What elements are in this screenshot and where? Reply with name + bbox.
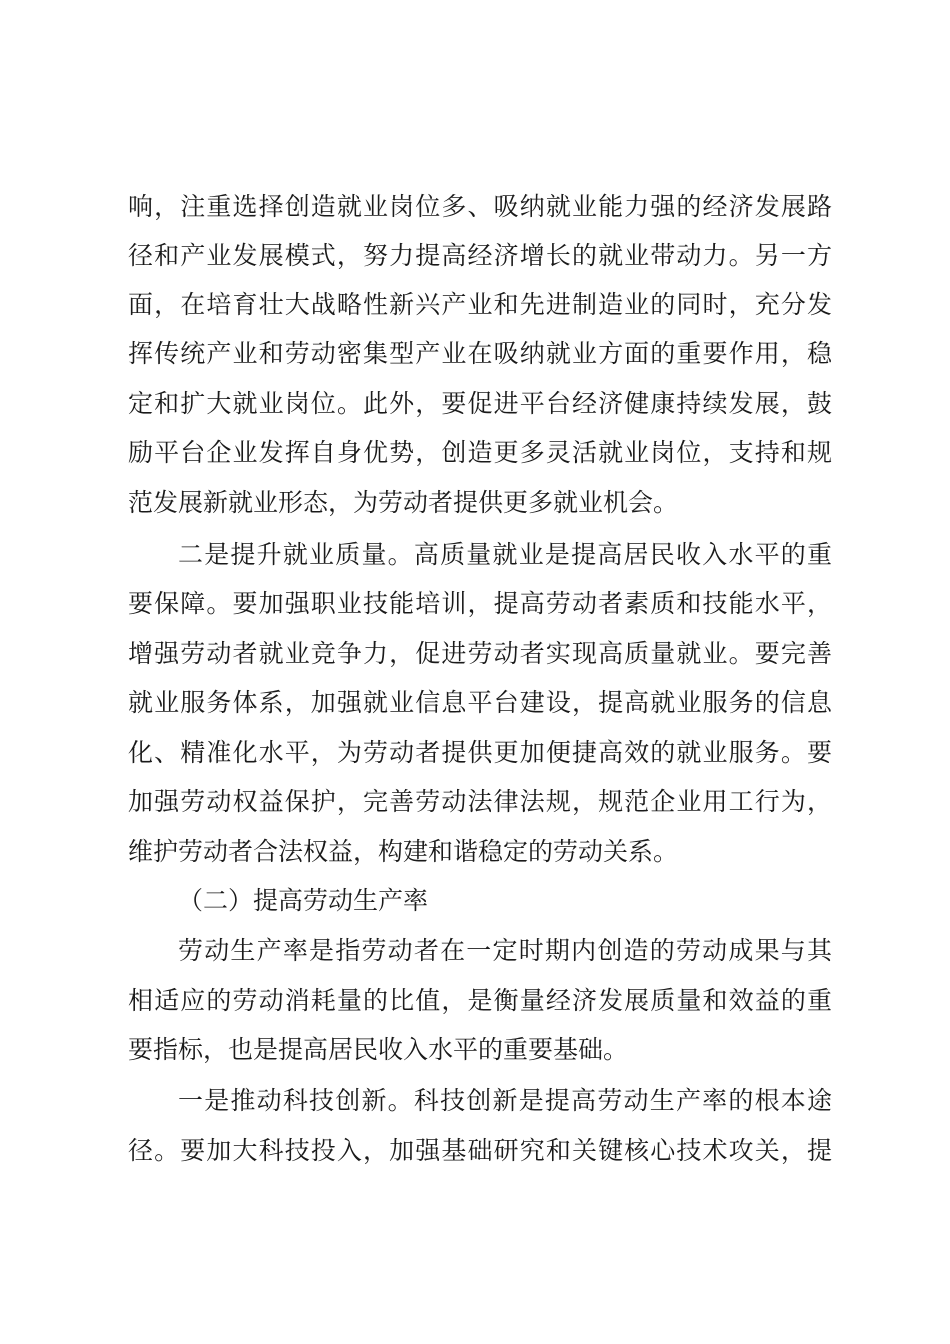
text-line: 就业服务体系，加强就业信息平台建设，提高就业服务的信息 [128, 688, 832, 717]
text-line: 相适应的劳动消耗量的比值，是衡量经济发展质量和效益的重 [128, 986, 832, 1015]
text-line: 径和产业发展模式，努力提高经济增长的就业带动力。另一方 [128, 241, 832, 270]
text-line: 响，注重选择创造就业岗位多、吸纳就业能力强的经济发展路 [128, 192, 832, 221]
paragraph-first-line: 一是推动科技创新。科技创新是提高劳动生产率的根本途 [178, 1086, 832, 1115]
paragraph-first-line: 劳动生产率是指劳动者在一定时期内创造的劳动成果与其 [178, 936, 832, 965]
text-line: 定和扩大就业岗位。此外，要促进平台经济健康持续发展，鼓 [128, 389, 832, 418]
text-line: 要保障。要加强职业技能培训，提高劳动者素质和技能水平， [128, 589, 832, 618]
text-line: 径。要加大科技投入，加强基础研究和关键核心技术攻关，提 [128, 1136, 832, 1165]
text-line: 要指标，也是提高居民收入水平的重要基础。 [128, 1035, 629, 1064]
text-line: 范发展新就业形态，为劳动者提供更多就业机会。 [128, 488, 679, 517]
text-line: 面，在培育壮大战略性新兴产业和先进制造业的同时，充分发 [128, 290, 832, 319]
text-line: 化、精准化水平，为劳动者提供更加便捷高效的就业服务。要 [128, 738, 832, 767]
text-line: 挥传统产业和劳动密集型产业在吸纳就业方面的重要作用，稳 [128, 339, 832, 368]
section-heading: （二）提高劳动生产率 [178, 886, 429, 915]
text-line: 维护劳动者合法权益，构建和谐稳定的劳动关系。 [128, 837, 679, 866]
text-line: 增强劳动者就业竞争力，促进劳动者实现高质量就业。要完善 [128, 639, 832, 668]
text-line: 加强劳动权益保护，完善劳动法律法规，规范企业用工行为， [128, 787, 832, 816]
paragraph-first-line: 二是提升就业质量。高质量就业是提高居民收入水平的重 [178, 540, 832, 569]
text-line: 励平台企业发挥自身优势，创造更多灵活就业岗位，支持和规 [128, 438, 832, 467]
